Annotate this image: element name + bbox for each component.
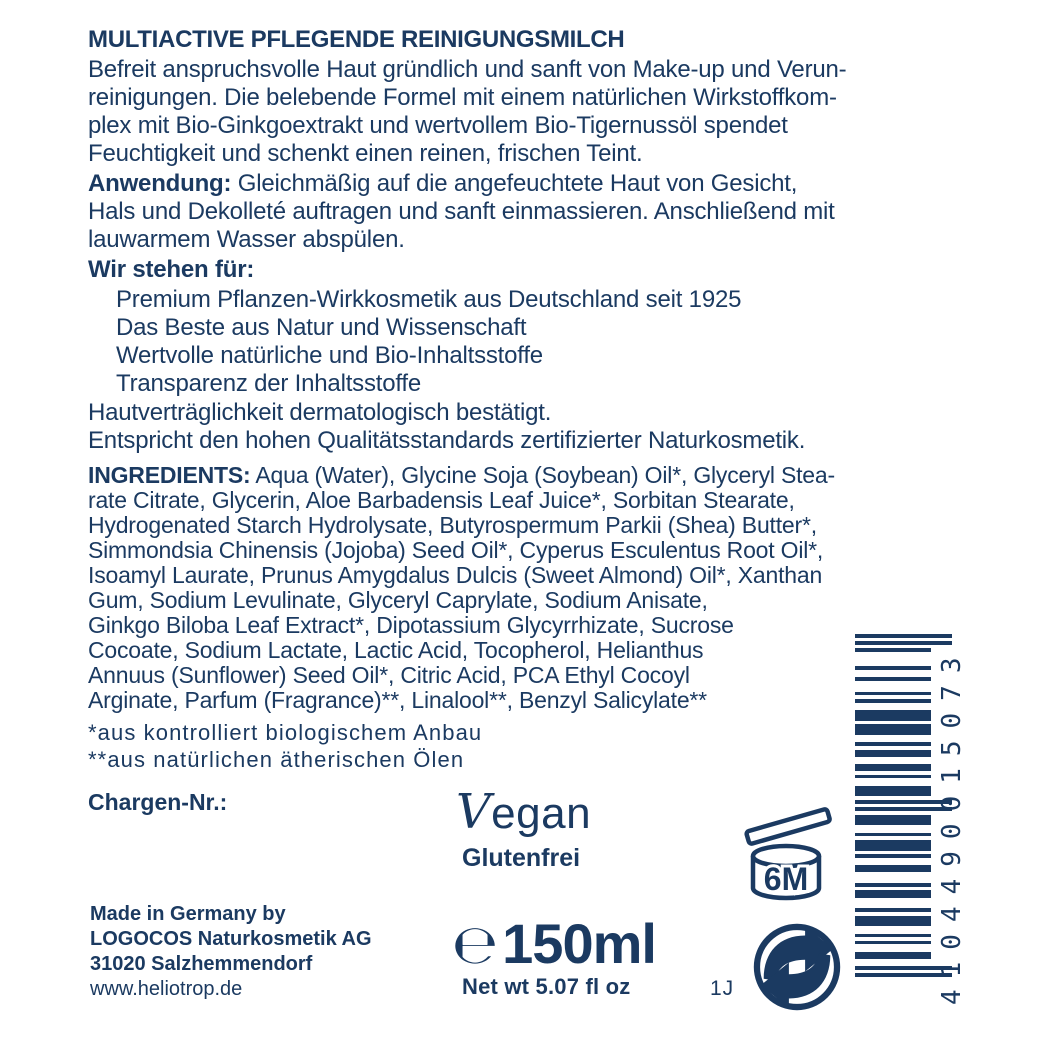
- barcode-bar: [855, 764, 931, 771]
- ingredients-line: Isoamyl Laurate, Prunus Amygdalus Dulcis (Sweet Almond) Oil*, Xanthan: [88, 562, 823, 588]
- barcode-bar: [855, 634, 952, 638]
- ingredients-line: Gum, Sodium Levulinate, Glyceryl Caprylate, Sodium Anisate,: [88, 587, 708, 613]
- barcode-bar: [855, 908, 931, 912]
- ingredients-label: INGREDIENTS:: [88, 462, 251, 488]
- usage-line: Gleichmäßig auf die angefeuchtete Haut von Gesicht,: [231, 170, 798, 197]
- glutenfree-badge: Glutenfrei: [462, 844, 581, 872]
- description-line: plex mit Bio-Ginkgoextrakt und wertvollem Bio-Tigernussöl spendet: [88, 112, 788, 139]
- manufacturer-block: [90, 902, 372, 1002]
- product-title: MULTIACTIVE PFLEGENDE REINIGUNGSMILCH: [88, 26, 625, 53]
- quantity-block: [452, 912, 656, 976]
- usage-label: Anwendung:: [88, 170, 232, 197]
- ingredients-footnotes: [88, 719, 482, 773]
- barcode-bar: [855, 934, 931, 938]
- values-list: [116, 286, 741, 398]
- barcode-bar: [855, 952, 931, 959]
- net-weight: Net wt 5.07 fl oz: [462, 974, 631, 999]
- footnote-line: *aus kontrolliert biologischem Anbau: [88, 720, 483, 745]
- barcode-bar: [855, 742, 931, 746]
- barcode-bar: [855, 890, 931, 897]
- pao-months-label: 6M: [763, 861, 809, 897]
- ingredients-line: Hydrogenated Starch Hydrolysate, Butyrospermum Parkii (Shea) Butter*,: [88, 512, 817, 538]
- manufacturer-line: LOGOCOS Naturkosmetik AG: [90, 928, 372, 950]
- barcode-bar: [855, 883, 931, 887]
- estimated-sign: ℮: [452, 913, 499, 976]
- description-line: reinigungen. Die belebende Formel mit einem natürlichen Wirkstoffkom-: [88, 84, 837, 111]
- value-item: Wertvolle natürliche und Bio-Inhaltsstoffe: [116, 342, 543, 369]
- barcode-bar: [855, 815, 931, 826]
- usage-line: lauwarmem Wasser abspülen.: [88, 226, 405, 253]
- volume-value: 150ml: [502, 912, 656, 975]
- batch-number-label: Chargen-Nr.:: [88, 789, 228, 815]
- barcode-bar: [855, 750, 931, 757]
- barcode-bar: [855, 775, 931, 779]
- barcode-bar: [855, 786, 931, 797]
- manufacturer-line: Made in Germany by: [90, 903, 286, 925]
- barcode-bar: [855, 941, 931, 945]
- product-description: [88, 56, 846, 168]
- barcode-bar: [855, 710, 931, 721]
- claim-line: Entspricht den hohen Qualitätsstandards zertifizierter Naturkosmetik.: [88, 427, 806, 454]
- values-heading: Wir stehen für:: [88, 256, 255, 283]
- website-text: www.heliotrop.de: [90, 978, 243, 1000]
- barcode-bar: [855, 692, 931, 696]
- green-dot-icon: [752, 922, 842, 1012]
- barcode-bar: [855, 648, 931, 652]
- value-item: Das Beste aus Natur und Wissenschaft: [116, 314, 527, 341]
- barcode-number: 4104490015073: [937, 645, 967, 1005]
- usage-line: Hals und Dekolleté auftragen und sanft einmassieren. Anschließend mit: [88, 198, 835, 225]
- value-item: Premium Pflanzen-Wirkkosmetik aus Deutschland seit 1925: [116, 286, 742, 313]
- ingredients-line: Aqua (Water), Glycine Soja (Soybean) Oil*, Glyceryl Stea-: [250, 462, 835, 488]
- barcode-bar: [855, 854, 931, 858]
- barcode-bar: [855, 699, 931, 703]
- ingredients-line: Ginkgo Biloba Leaf Extract*, Dipotassium Glycyrrhizate, Sucrose: [88, 612, 734, 638]
- manufacturer-line: 31020 Salzhemmendorf: [90, 953, 313, 975]
- usage-paragraph: [88, 170, 835, 254]
- barcode-bar: [855, 677, 931, 681]
- jar-lid-shape: [746, 809, 830, 845]
- ingredients-line: Cocoate, Sodium Lactate, Lactic Acid, Tocopherol, Helianthus: [88, 637, 704, 663]
- barcode: [855, 634, 1025, 1014]
- ingredients-paragraph: [88, 463, 835, 713]
- footnote-line: **aus natürlichen ätherischen Ölen: [88, 747, 465, 772]
- barcode-bar: [855, 833, 931, 837]
- ingredients-line: rate Citrate, Glycerin, Aloe Barbadensis Leaf Juice*, Sorbitan Stearate,: [88, 487, 795, 513]
- vegan-badge: Vegan: [456, 784, 592, 840]
- barcode-bar: [855, 666, 931, 670]
- claim-line: Hautverträglichkeit dermatologisch bestätigt.: [88, 399, 552, 426]
- description-line: Feuchtigkeit und schenkt einen reinen, frischen Teint.: [88, 140, 643, 167]
- period-after-opening-icon: [738, 798, 838, 902]
- ingredients-line: Simmondsia Chinensis (Jojoba) Seed Oil*, Cyperus Esculentus Root Oil*,: [88, 537, 824, 563]
- barcode-bar: [855, 724, 931, 735]
- ingredients-line: Arginate, Parfum (Fragrance)**, Linalool**, Benzyl Salicylate**: [88, 687, 707, 713]
- claims: [88, 399, 805, 455]
- value-item: Transparenz der Inhaltsstoffe: [116, 370, 422, 397]
- barcode-bar: [855, 865, 931, 872]
- description-line: Befreit anspruchsvolle Haut gründlich und sanft von Make-up und Verun-: [88, 56, 847, 83]
- ingredients-line: Annuus (Sunflower) Seed Oil*, Citric Acid, PCA Ethyl Cocoyl: [88, 662, 690, 688]
- recycling-code: 1J: [710, 977, 735, 1000]
- barcode-bar: [855, 916, 931, 927]
- barcode-bar: [855, 840, 931, 851]
